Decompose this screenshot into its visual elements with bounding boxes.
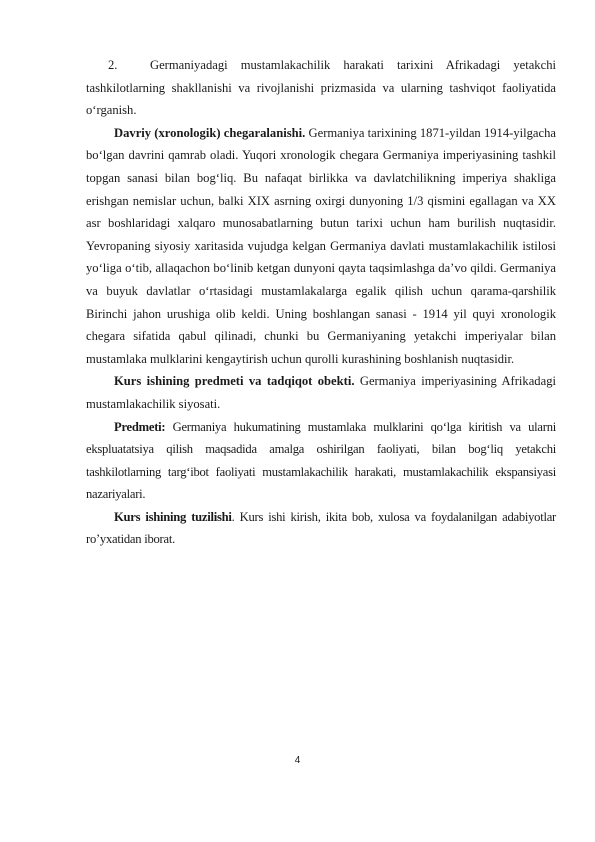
predmet-heading: Predmeti: [114,419,166,434]
item-number: 2. [108,58,118,72]
page-number: 4 [294,755,301,766]
chronology-paragraph [86,122,556,371]
chronology-heading: Davriy (xronologik) chegaralanishi. [114,125,306,140]
chronology-text: Germaniya tarixining 1871-yildan 1914-yilgacha bo‘lgan davrini qamrab oladi. Yuqori xronologik chegara Germaniya imperiyasining tashkil topgan sanasi bilan bog‘liq. Bu nafaqat birlikka va davlatchilikning imperiya shakliga erishgan nemislar uchun, balki XIX asrning oxirgi dunyoning 1/3 qismini egallagan va XX asr boshlaridagi xalqaro munosabatlarning butun tarixi uchun ham burilish nuqtasidir. Yevropaning siyosiy xaritasida vujudga kelgan Germaniya davlati mustamlakachilik istilosi yo‘liga o‘tib, allaqachon bo‘linib ketgan dunyoni qayta taqsimlashga da’vo qildi. Germaniya va buyuk davlatlar o‘rtasidagi mustamlakalarga egalik qilish uchun qarama-qarshilik Birinchi jahon urushiga olib keldi. Uning boshlangan sanasi - 1914 yil quyi xronologik chegara sifatida qabul qilinadi, chunki bu Germaniyaning yetakchi imperiyalar bilan mustamlaka mulklarini kengaytirish uchun qurolli kurashining boshlanish nuqtasidir. [86,125,556,366]
structure-paragraph [86,506,556,551]
predmet-text: Germaniya hukumatining mustamlaka mulklarini qo‘lga kiritish va ularni ekspluatatsiya qilish maqsadida amalga oshirilgan faoliyati, bilan bog‘liq yetakchi tashkilotlarning targ‘ibot faoliyati mustamlakachilik harakati, mustamlakachilik ekspansiyasi nazariyalari. [86,419,556,502]
structure-text: . Kurs ishi kirish, ikita bob, xulosa va foydalanilgan adabiyotlar ro’yxatidan iborat. [86,509,556,547]
predmet-paragraph [86,416,556,506]
subject-paragraph [86,370,556,415]
page-body [86,54,556,551]
item-text: Germaniyadagi mustamlakachilik harakati tarixini Afrikadagi yetakchi tashkilotlarning shakllanishi va rivojlanishi prizmasida va ularning tashviqot faoliyatida o‘rganish. [86,58,556,118]
subject-text: Germaniya imperiyasining Afrikadagi mustamlakachilik siyosati. [86,374,556,411]
structure-heading: Kurs ishining tuzilishi [114,509,232,524]
goal-item-2 [86,54,556,122]
subject-heading: Kurs ishining predmeti va tadqiqot obekti. [114,374,355,389]
